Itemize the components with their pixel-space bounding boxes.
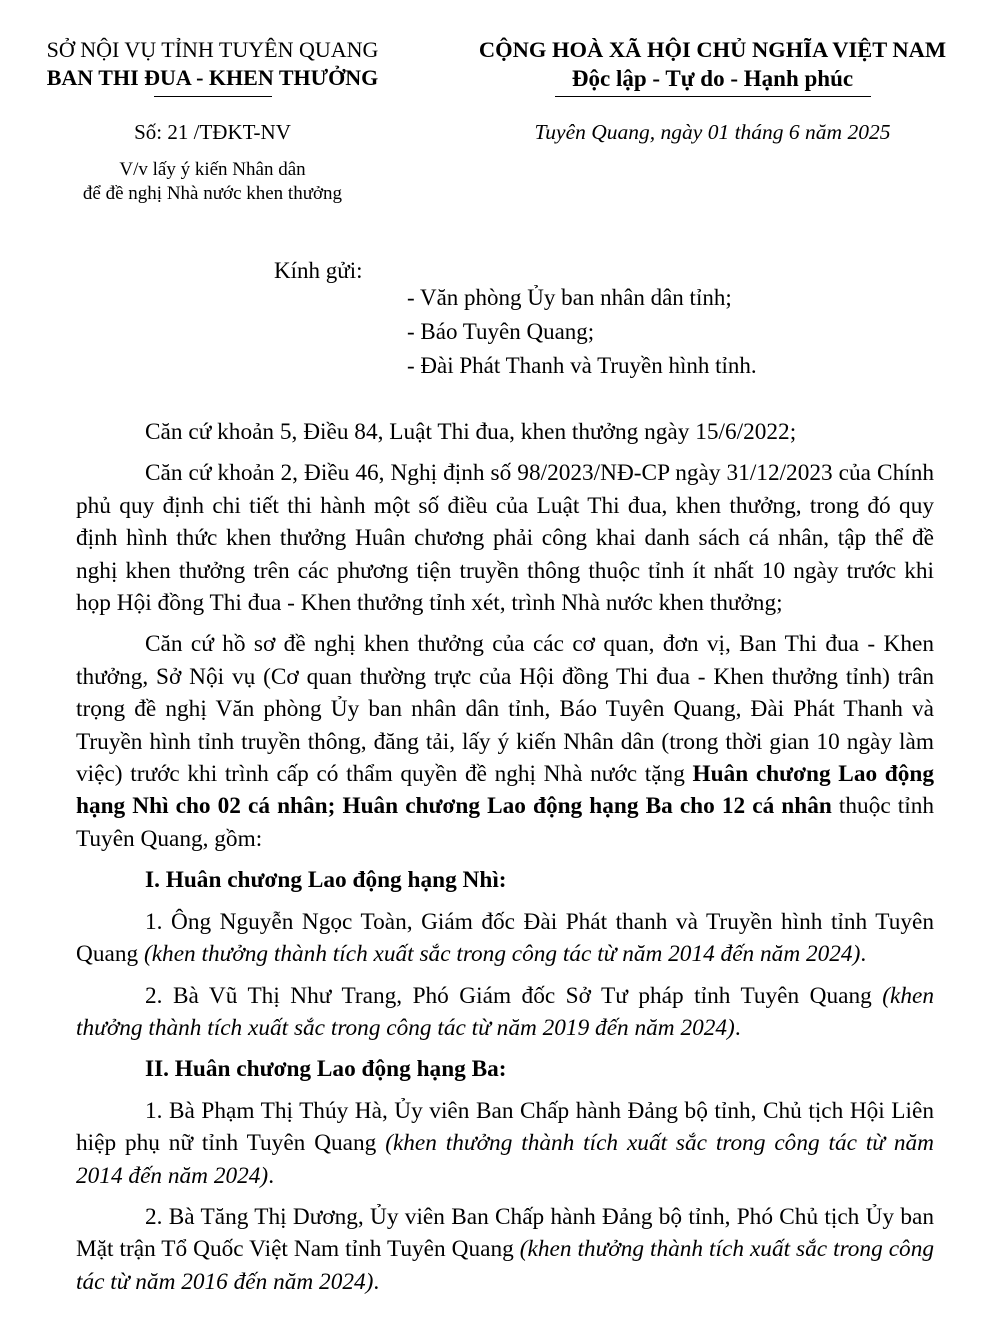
item-end: . [860, 941, 867, 968]
national-header-block [440, 36, 985, 97]
nominee-item [76, 1095, 934, 1192]
paragraph-text: thuộc tỉnh Tuyên Quang, gồm: [76, 793, 935, 852]
place-and-date: Tuyên Quang, ngày 01 tháng 6 năm 2025 [534, 120, 891, 144]
parent-agency: SỞ NỘI VỤ TỈNH TUYÊN QUANG [46, 37, 379, 62]
paragraph-text: Căn cứ hồ sơ đề nghị khen thưởng của các cơ quan, đơn vị, Ban Thi đua - Khen thưởng, Sở Nội vụ (Cơ quan thường trực của Hội đồng Thi đua - Khen thưởng tỉnh) trân trọng đề nghị Văn phòng Ủy ban nhân dân tỉnh, Báo Tuyên Quang, Đài Phát Thanh và Truyền hình tỉnh truyền thông, đăng tải, lấy ý kiến Nhân dân (trong thời gian 10 ngày làm việc) trước khi trình cấp có thẩm quyền đề nghị Nhà nước tặng [76, 631, 934, 788]
salutation: Kính gửi: [274, 258, 363, 283]
body-paragraph: Căn cứ khoản 5, Điều 84, Luật Thi đua, khen thưởng ngày 15/6/2022; [145, 419, 797, 445]
nominee-text: 2. Bà Vũ Thị Như Trang, Phó Giám đốc Sở Tư pháp tỉnh Tuyên Quang [145, 982, 872, 1009]
recipient-item: - Văn phòng Ủy ban nhân dân tỉnh; [407, 285, 732, 310]
nominee-text: 1. Ông Nguyễn Ngọc Toàn, Giám đốc Đài Phát thanh và Truyền hình tỉnh Tuyên Quang [76, 908, 934, 968]
subject-line: để đề nghị Nhà nước khen thưởng [82, 183, 343, 204]
nominee-item [76, 980, 934, 1045]
recipient-item: - Đài Phát Thanh và Truyền hình tỉnh. [407, 353, 757, 378]
nominee-text: 1. Bà Phạm Thị Thúy Hà, Ủy viên Ban Chấp hành Đảng bộ tỉnh, Chủ tịch Hội Liên hiệp phụ nữ tỉnh Tuyên Quang [76, 1097, 934, 1157]
nominee-note: (khen thưởng thành tích xuất sắc trong công tác từ năm 2019 đến năm 2024) [76, 982, 934, 1041]
national-title: CỘNG HOÀ XÃ HỘI CHỦ NGHĨA VIỆT NAM [478, 37, 947, 62]
recipient-item: - Báo Tuyên Quang; [407, 319, 595, 344]
section-heading: I. Huân chương Lao động hạng Nhì: [145, 867, 507, 894]
nominee-note: (khen thưởng thành tích xuất sắc trong công tác từ năm 2014 đến năm 2024) [143, 941, 861, 968]
item-end: . [734, 1014, 741, 1041]
item-end: . [268, 1162, 275, 1189]
national-motto: Độc lập - Tự do - Hạnh phúc [571, 66, 854, 91]
nominee-item [76, 906, 934, 971]
recipient-list [407, 281, 757, 383]
issuing-agency-block [20, 36, 405, 97]
document-number: Số: 21 /TĐKT-NV [134, 120, 291, 144]
award-summary: Huân chương Lao động hạng Nhì cho 02 cá nhân; Huân chương Lao động hạng Ba cho 12 cá nhân [76, 761, 935, 820]
agency-name: BAN THI ĐUA - KHEN THƯỞNG [46, 65, 379, 90]
agency-underline [154, 96, 272, 97]
document-subject [20, 158, 405, 206]
section-heading: II. Huân chương Lao động hạng Ba: [145, 1056, 507, 1083]
document-body [76, 416, 934, 1298]
nominee-note: (khen thưởng thành tích xuất sắc trong công tác từ năm 2016 đến năm 2024) [76, 1236, 934, 1295]
nominee-text: 2. Bà Tăng Thị Dương, Ủy viên Ban Chấp hành Đảng bộ tỉnh, Phó Chủ tịch Ủy ban Mặt trận Tổ Quốc Việt Nam tỉnh Tuyên Quang [76, 1203, 934, 1263]
body-paragraph: Căn cứ khoản 2, Điều 46, Nghị định số 98/2023/NĐ-CP ngày 31/12/2023 của Chính phủ quy định chi tiết thi hành một số điều của Luật Thi đua, khen thưởng, trong đó quy định hình thức khen thưởng Huân chương phải công khai danh sách cá nhân, tập thể đề nghị khen thưởng trên các phương tiện truyền thông thuộc tỉnh ít nhất 10 ngày trước khi họp Hội đồng Thi đua - Khen thưởng tỉnh xét, trình Nhà nước khen thưởng; [76, 460, 934, 617]
body-paragraph [76, 628, 934, 855]
item-end: . [373, 1268, 380, 1295]
nominee-item [76, 1201, 934, 1298]
subject-line: V/v lấy ý kiến Nhân dân [119, 159, 306, 180]
motto-underline [555, 96, 871, 97]
nominee-note: (khen thưởng thành tích xuất sắc trong công tác từ năm 2014 đến năm 2024) [76, 1130, 934, 1189]
